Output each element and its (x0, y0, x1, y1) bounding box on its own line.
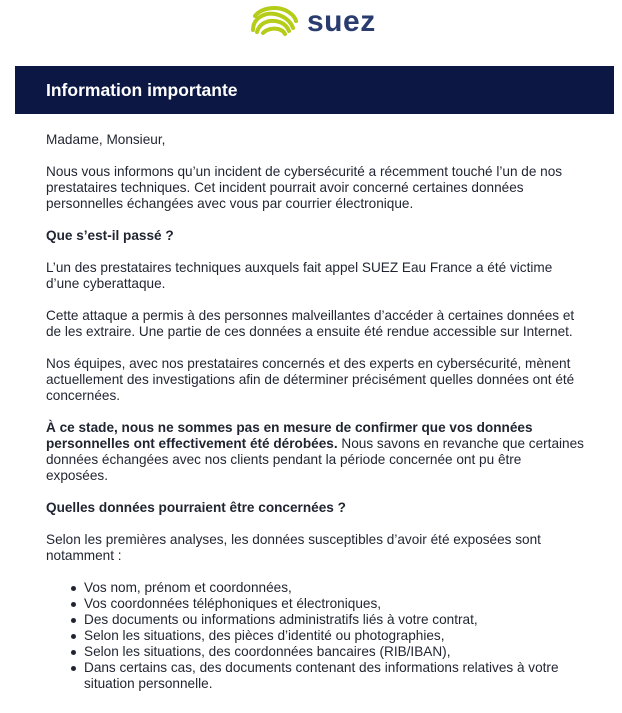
list-item: Vos coordonnées téléphoniques et électroniques, (84, 596, 586, 612)
confirmation-bold-text: À ce stade, nous ne sommes pas en mesure de confirmer que vos données personnelles ont effectivement été dérobées. (46, 420, 533, 451)
exposed-data-list (46, 580, 586, 692)
list-item: Selon les situations, des pièces d’identité ou photographies, (84, 628, 586, 644)
intro-paragraph: Nous vous informons qu’un incident de cybersécurité a récemment touché l’un de nos prestataires techniques. Cet incident pourrait avoir concerné certaines données personnelles échangées avec vous par courrier électronique. (46, 164, 563, 211)
header-title: Information importante (46, 80, 238, 100)
list-item: Dans certains cas, des documents contenant des informations relatives à votre situation personnelle. (84, 660, 586, 692)
logo-area (0, 0, 622, 66)
section-heading-what-happened: Que s’est-il passé ? (46, 228, 174, 243)
paragraph-victim: L’un des prestataires techniques auxquels fait appel SUEZ Eau France a été victime d’une cyberattaque. (46, 260, 553, 291)
brand-logo (247, 4, 376, 40)
list-item: Des documents ou informations administratifs liés à votre contrat, (84, 612, 586, 628)
brand-wordmark: suez (307, 5, 376, 38)
header-banner (15, 66, 614, 114)
paragraph-investigation: Nos équipes, avec nos prestataires concernés et des experts en cybersécurité, mènent actuellement des investigations afin de déterminer précisément quelles données ont été concernées. (46, 356, 575, 403)
paragraph-attack: Cette attaque a permis à des personnes malveillantes d’accéder à certaines données et de les extraire. Une partie de ces données a ensuite été rendue accessible sur Internet. (46, 308, 575, 339)
email-body (46, 132, 586, 692)
paragraph-data-intro: Selon les premières analyses, les données susceptibles d’avoir été exposées sont notamment : (46, 532, 541, 563)
confirmation-rest-text: Nous savons en revanche que certaines données échangées avec nos clients pendant la période concernée ont pu être exposées. (46, 436, 584, 483)
greeting: Madame, Monsieur, (46, 132, 166, 147)
suez-swirl-logo-icon (247, 4, 301, 40)
section-heading-data-concerned: Quelles données pourraient être concernées ? (46, 500, 346, 515)
list-item: Vos nom, prénom et coordonnées, (84, 580, 586, 596)
list-item: Selon les situations, des coordonnées bancaires (RIB/IBAN), (84, 644, 586, 660)
paragraph-confirmation (46, 420, 586, 484)
